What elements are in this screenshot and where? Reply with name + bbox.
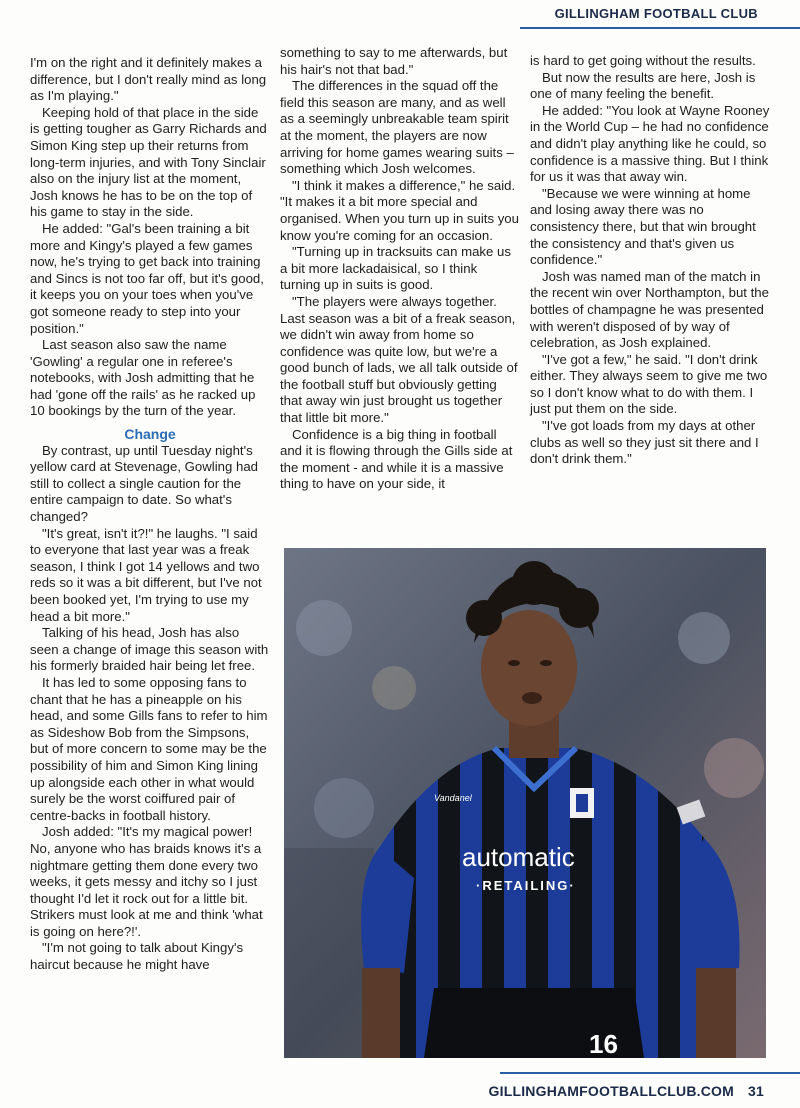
- paragraph: "I think it makes a difference," he said. "It makes it a bit more special and organised. When you turn up in suits you know you're coming for an occasion.: [280, 177, 519, 243]
- player-illustration: [284, 548, 766, 1058]
- paragraph: It has led to some opposing fans to chant that he has a pineapple on his head, and some Gills fans to refer to him as Sideshow Bob from the Simpsons, but of more concern to some may be the possibility of him and Simon King lining up alongside each other in what would surely be the worst coiffured pair of centre-backs in football history.: [30, 674, 268, 823]
- page-number: 31: [748, 1083, 764, 1099]
- paragraph: He added: "Gal's been training a bit more and Kingy's played a few games now, he's trying to get back into training and Sincs is not too far off, but it's good, it keeps you on your toes when you've got someone ready to step into your position.": [30, 220, 264, 336]
- paragraph: I'm on the right and it definitely makes a difference, but I don't really mind as long as I'm playing.": [30, 55, 267, 104]
- paragraph: "It's great, isn't it?!" he laughs. "I said to everyone that last year was a freak season, I think I got 14 yellows and two reds so it was a bit different, but I've not been booked yet, I'm trying to use my head a bit more.": [30, 525, 262, 624]
- kit-brand: Vandanel: [434, 793, 472, 803]
- article-column-3: [530, 53, 770, 468]
- paragraph: "Turning up in tracksuits can make us a bit more lackadaisical, so I think turning up in suits is good.: [280, 244, 511, 293]
- footer-rule: [500, 1072, 800, 1074]
- paragraph: "The players were always together. Last season was a bit of a freak season, we didn't win away from home so confidence was quite low, but we're a good bunch of lads, we all talk outside of the football stuff but obviously getting that away win just brought us together that little bit more.": [280, 293, 518, 426]
- paragraph: Last season also saw the name 'Gowling' a regular one in referee's notebooks, with Josh admitting that he had 'gone off the rails' as he racked up 10 bookings by the turn of the year.: [30, 337, 256, 419]
- website-url: GILLINGHAMFOOTBALLCLUB.COM: [488, 1083, 735, 1099]
- paragraph: "I've got loads from my days at other clubs as well so they just sit there and I don't drink them.": [530, 418, 759, 467]
- paragraph: "I'm not going to talk about Kingy's haircut because he might have: [30, 940, 244, 973]
- paragraph: "Because we were winning at home and losing away there was no consistency there, but that win brought the consistency and that's given us confidence.": [530, 185, 756, 268]
- paragraph: By contrast, up until Tuesday night's yellow card at Stevenage, Gowling had still to collect a single caution for the entire campaign to date. So what's changed?: [30, 442, 258, 525]
- paragraph: But now the results are here, Josh is one of many feeling the benefit.: [530, 69, 756, 102]
- section-heading: Change: [124, 426, 176, 443]
- paragraph: Josh added: "It's my magical power! No, anyone who has braids knows it's a nightmare getting them done every two weeks, it gets messy and itchy so I just thought I'd let it rock out for a little bit. Strikers must look at me and think 'what is going on here?!'.: [30, 824, 263, 939]
- paragraph: Talking of his head, Josh has also seen a change of image this season with his formerly braided hair being let free.: [30, 625, 269, 674]
- paragraph: is hard to get going without the results.: [530, 53, 756, 68]
- article-column-1: [30, 55, 270, 974]
- shirt-number: 16: [589, 1029, 618, 1058]
- paragraph: Josh was named man of the match in the recent win over Northampton, but the bottles of champagne he was presented with weren't disposed of by way of celebration, as Josh explained.: [530, 268, 769, 351]
- player-photo: [284, 548, 766, 1058]
- header-rule: [520, 27, 800, 29]
- paragraph: Keeping hold of that place in the side is getting tougher as Garry Richards and Simon King step up their returns from long-term injuries, and with Tony Sinclair also on the injury list at the moment, Josh knows he has to be on the top of his game to stay in the side.: [30, 104, 267, 220]
- sponsor-tagline: ·RETAILING·: [476, 878, 576, 893]
- paragraph: Confidence is a big thing in football and it is flowing through the Gills side at the moment - and while it is a massive thing to have on your side, it: [280, 426, 513, 492]
- page-header: GILLINGHAM FOOTBALL CLUB: [554, 6, 758, 21]
- sponsor-name: automatic: [462, 842, 575, 872]
- page-footer: [489, 1083, 764, 1099]
- paragraph: something to say to me afterwards, but his hair's not that bad.": [280, 45, 508, 77]
- paragraph: "I've got a few," he said. "I don't drink either. They always seem to give me two so I don't know what to do with them. I just put them on the side.: [530, 351, 768, 417]
- article-column-2: [280, 45, 520, 493]
- paragraph: He added: "You look at Wayne Rooney in the World Cup – he had no confidence and didn't play anything like he could, so confidence is a massive thing. But I think for us it was that away win.: [530, 102, 770, 185]
- paragraph: The differences in the squad off the field this season are many, and as well as a seemingly unbreakable team spirit at the moment, the players are now arriving for home games wearing suits – something which Josh welcomes.: [280, 78, 514, 177]
